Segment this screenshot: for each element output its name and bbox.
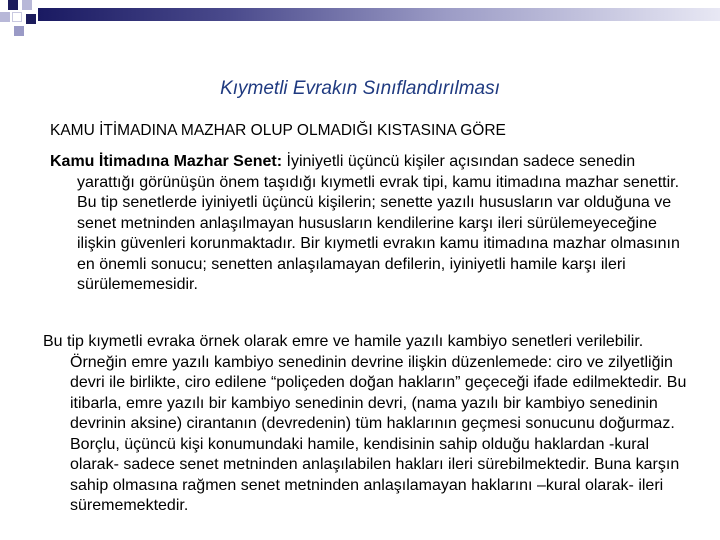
deco-square: [12, 12, 22, 22]
slide-subtitle: KAMU İTİMADINA MAZHAR OLUP OLMADIĞI KISTASINA GÖRE: [50, 122, 506, 139]
paragraph-definition: [50, 152, 689, 296]
deco-square: [26, 14, 36, 24]
deco-square: [22, 0, 32, 10]
slide-title: Kıymetli Evrakın Sınıflandırılması: [220, 78, 500, 99]
paragraph-example: Bu tip kıymetli evraka örnek olarak emre ve hamile yazılı kambiyo senetleri verilebilir. Örneğin emre yazılı kambiyo senedinin devrine ilişkin düzenlemede: ciro ve zilyetliğin devri ile birlikte, ciro edilene “poliçeden doğan hakların” geçeceği ifade edilmektedir. Bu itibarla, emre yazılı bir kambiyo senedinin devri, (nama yazılı bir kambiyo senedinin devrinin aksine) cirantanın (devredenin) tüm haklarının geçmesi sonucunu doğurmaz. Borçlu, üçüncü kişi konumundaki hamile, kendisinin sahip olduğu haklardan -kural olarak- sadece senet metninden anlaşılabilen hakları ileri sürebilmektedir. Buna karşın sahip olmasına rağmen senet metninden anlaşılamayan haklarını –kural olarak- ileri sürememektedir.: [43, 333, 687, 514]
paragraph-lead: Kamu İtimadına Mazhar Senet:: [50, 153, 283, 170]
paragraph-body: İyiniyetli üçüncü kişiler açısından sadece senedin yarattığı görünüşün önem taşıdığı kıymetli evrak tipi, kamu itimadına mazhar senettir. Bu tip senetlerde iyiniyetli üçüncü kişilerin; senette yazılı hususların var olduğuna ve senet metninden anlaşılmayan hususların kendilerine karşı ileri sürülemeyeceğine ilişkin güvenleri korunmaktadır. Bir kıymetli evrakın kamu itimadına mazhar olmasının en önemli sonucu; senetten anlaşılamayan defilerin, iyiniyetli hamile karşı ileri sürülememesidir.: [77, 153, 680, 293]
header-gradient-bar: [38, 8, 720, 21]
deco-square: [0, 12, 10, 22]
deco-square: [8, 0, 18, 10]
deco-square: [14, 26, 24, 36]
